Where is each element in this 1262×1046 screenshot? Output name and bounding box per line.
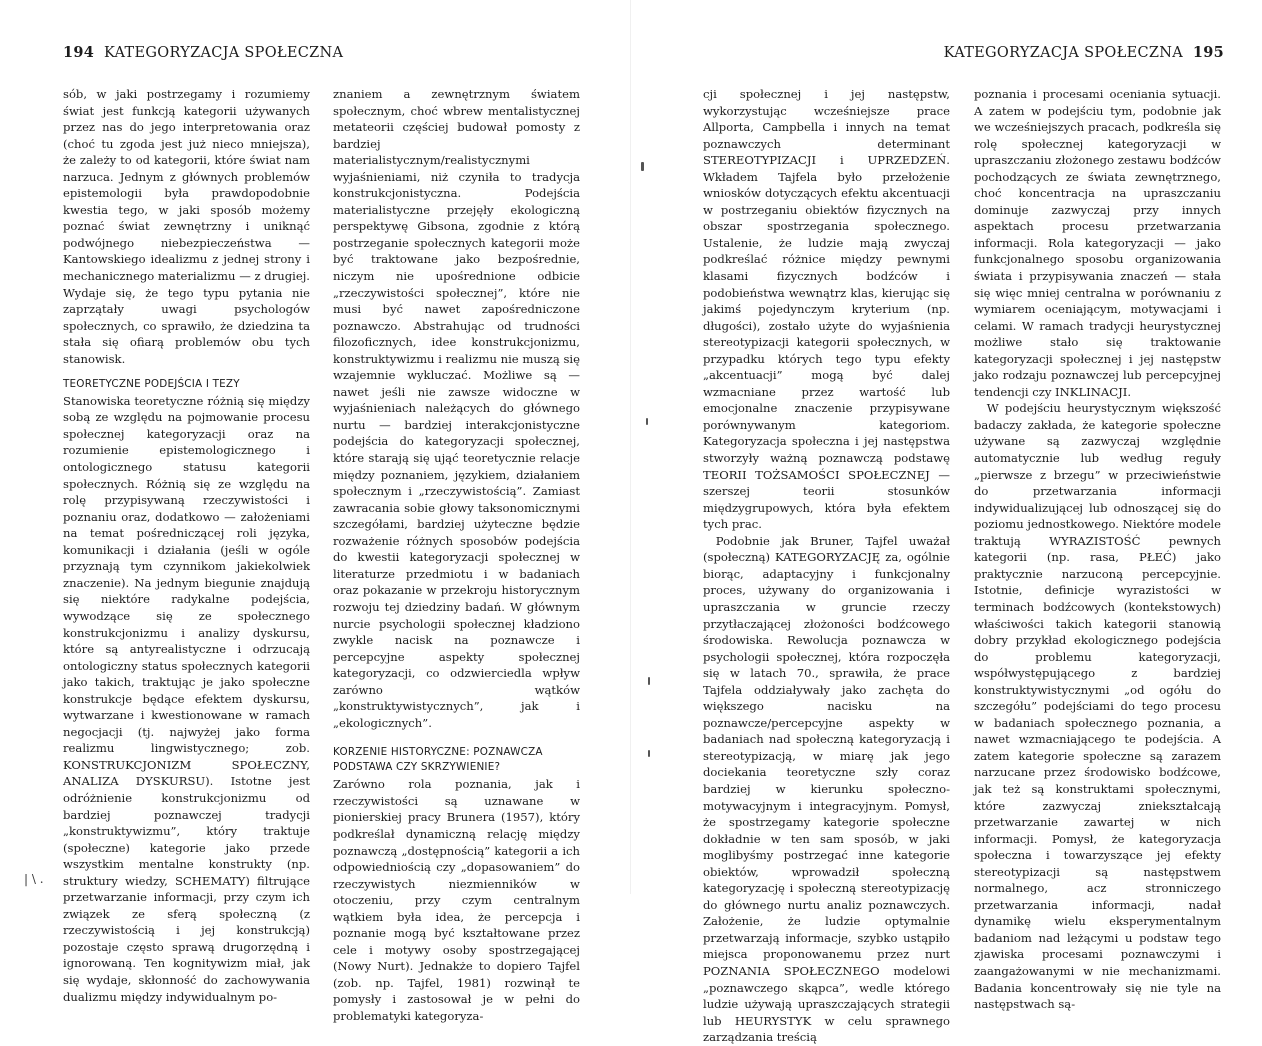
paragraph: Stanowiska teoretyczne różnią się między sobą ze względu na pojmowanie procesu społecznej kategoryzacji oraz na rozumienie epistemologicznego i ontologicznego statusu kategorii społecznych. Różnią się ze względu na rolę przypisywaną rzeczywistości i poznaniu oraz, dodatkowo — założeniami na temat pośredniczącej roli języka, komunikacji i działania (jeśli w ogóle przyznają tym czynnikom jakiekolwiek znaczenie). Na jednym biegunie znajdują się niektóre radykalne podejścia, wywodzące się ze społecznego konstrukcjonizmu i analizy dyskursu, które są antyrealistyczne i odrzucają ontologiczny status społecznych kategorii jako takich, traktując je jako społeczne konstrukcje będące efektem dyskursu, wytwarzane i kwestionowane w ramach negocjacji (tj. najwyżej jako forma realizmu lingwistycznego; zob. KONSTRUKCJONIZM SPOŁECZNY, ANALIZA DYSKURSU). Istotne jest odróżnienie konstrukcjonizmu od bardziej poznawczej tradycji „konstruktywizmu”, który traktuje (społeczne) kategorie jako przede wszystkim mentalne konstrukty (np. struktury wiedzy, SCHEMATY) filtrujące przetwarzanie informacji, przy czym ich związek ze sferą społeczną (z rzeczywistością i jej konstrukcją) pozostaje często sprawą drugorzędną i ignorowaną. Ten kognitywizm miał, jak się wydaje, skłonność do zachowywania dualizmu między indywidualnym po- bbox=[63, 393, 310, 1004]
right-page-header bbox=[944, 44, 1224, 62]
paragraph: Podobnie jak Bruner, Tajfel uważał (społeczną) KATEGORYZACJĘ za, ogólnie biorąc, adaptacyjny i funkcjonalny proces, używany do organizowania i upraszczania w gruncie rzeczy przytłaczającej złożoności bodźcowego środowiska. Rewolucja poznawcza w psychologii społecznej, która rozpoczęła się w latach 70., sprawiła, że prace Tajfela oddziaływały jako zachęta do większego nacisku na poznawcze/percepcyjne aspekty w badaniach nad społeczną kategoryzacją i stereotypizacją, w miarę jak jego dociekania teoretyczne szły coraz bardziej w kierunku społeczno-motywacyjnym i integracyjnym. Pomysł, że spostrzegamy kategorie społeczne dokładnie w ten sam sposób, w jaki moglibyśmy postrzegać inne kategorie obiektów, wprowadził społeczną kategoryzację i społeczną stereotypizację do głównego nurtu analiz poznawczych. Założenie, że ludzie optymalnie przetwarzają informacje, szybko ustąpiło miejsca proponowanemu przez nurt POZNANIA SPOŁECZNEGO modelowi „poznawczego skąpca”, wedle którego ludzie używają upraszczających strategii lub HEURYSTYK w celu sprawnego zarządzania treścią bbox=[703, 533, 950, 1045]
section-heading: KORZENIE HISTORYCZNE: POZNAWCZA PODSTAWA CZY SKRZYWIENIE? bbox=[333, 746, 543, 774]
running-title: KATEGORYZACJA SPOŁECZNA bbox=[943, 45, 1183, 61]
page-number: 195 bbox=[1192, 44, 1224, 61]
left-page-header bbox=[63, 44, 343, 62]
paragraph: poznania i procesami oceniania sytuacji. A zatem w podejściu tym, podobnie jak we wcześniejszych pracach, podkreśla się rolę społecznej kategoryzacji w upraszczaniu złożonego zestawu bodźców pochodzących ze świata zewnętrznego, choć koncentracja na upraszczaniu dominuje zazwyczaj przy innych aspektach procesu przetwarzania informacji. Rola kategoryzacji — jako funkcjonalnego sposobu organizowania świata i przypisywania znaczeń — stała się więc mniej centralna w porównaniu z wymiarem oceniającym, motywacjami i celami. W ramach tradycji heurystycznej możliwe stało się traktowanie kategoryzacji społecznej i jej następstw jako rodzaju poznawczej lub percepcyjnej tendencji czy INKLINACJI. bbox=[974, 87, 1221, 399]
gutter-scan-mark bbox=[648, 750, 650, 757]
paragraph: cji społecznej i jej następstw, wykorzystując wcześniejsze prace Allporta, Campbella i innych na temat poznawczych determinant STEREOTYPIZACJI i UPRZEDZEŃ. Wkładem Tajfela było przełożenie wniosków dotyczących efektu akcentuacji w postrzeganiu obiektów fizycznych na obszar spostrzegania społecznego. Ustalenie, że ludzie mają zwyczaj podkreślać różnice między pewnymi klasami fizycznych bodźców i podobieństwa wewnątrz klas, kierując się jakimś pojedynczym kryterium (np. długości), zostało użyte do wyjaśnienia stereotypizacji kategorii społecznych, w przypadku których tego typu efekty „akcentuacji” mogą być dalej wzmacniane przez wartość lub emocjonalne znaczenie przypisywane porównywanym kategoriom. Kategoryzacja społeczna i jej następstwa stworzyły ważną poznawczą podstawę TEORII TOŻSAMOŚCI SPOŁECZNEJ — szerszej teorii stosunków międzygrupowych, która była efektem tych prac. bbox=[703, 87, 950, 532]
text-column-1 bbox=[63, 86, 310, 1005]
paragraph: Zarówno rola poznania, jak i rzeczywistości są uznawane w pionierskiej pracy Brunera (1957), który podkreślał dynamiczną relację między poznawczą „dostępnością” kategorii a ich odpowiedniością czy „dopasowaniem” do rzeczywistych niezmienników w otoczeniu, przy czym centralnym wątkiem była idea, że percepcja i poznanie mogą być kształtowane przez cele i motywy osoby spostrzegającej (Nowy Nurt). Jednakże to dopiero Tajfel (zob. np. Tajfel, 1981) rozwinął te pomysły i zastosował je w pełni do problematyki kategoryza- bbox=[333, 777, 580, 1023]
text-column-2 bbox=[333, 86, 580, 1025]
right-page bbox=[631, 0, 1262, 1045]
paragraph: sób, w jaki postrzegamy i rozumiemy świat jest funkcją kategorii używanych przez nas do jego interpretowania oraz (choć tu zgoda jest już nieco mniejsza), że zależy to od kategorii, które świat nam narzuca. Jednym z głównych problemów epistemologii była prawdopodobnie kwestia tego, w jaki sposób możemy poznać świat zewnętrzny i uniknąć podwójnego niebezpieczeństwa — Kantowskiego idealizmu z jednej strony i mechanicznego materializmu — z drugiej. Wydaje się, że tego typu pytania nie zaprzątały uwagi psychologów społecznych, co sprawiło, że dziedzina ta stała się ofiarą problemów obu tych stanowisk. bbox=[63, 87, 310, 366]
paragraph: znaniem a zewnętrznym światem społecznym, choć wbrew mentalistycznej metateorii częściej budował pomosty z bardziej materialistycznym/realistycznymi wyjaśnieniami, niż czyniła to tradycja konstrukcjonistyczna. Podejścia materialistyczne przejęły ekologiczną perspektywę Gibsona, zgodnie z którą postrzeganie społecznych kategorii może być traktowane jako bezpośrednie, niczym nie upośrednione odbicie „rzeczywistości społecznej”, które nie musi być nawet zapośredniczone poznawczo. Abstrahując od trudności filozoficznych, idee konstrukcjonizmu, konstruktywizmu i realizmu nie muszą się wzajemnie wykluczać. Możliwe są — nawet jeśli nie zawsze widoczne w wyjaśnieniach należących do głównego nurtu — bardziej interakcjonistyczne podejścia do kategoryzacji społecznej, które starają się ująć teoretycznie relacje między poznaniem, językiem, działaniem społecznym i „rzeczywistością”. Zamiast zawracania sobie głowy taksonomicznymi szczegółami, bardziej użyteczne będzie rozważenie różnych sposobów podejścia do kwestii kategoryzacji społecznej w literaturze przedmiotu i w badaniach oraz pokazanie w przekroju historycznym rozwoju tej dziedziny badań. W głównym nurcie psychologii społecznej kładziono zwykle nacisk na poznawcze i percepcyjne aspekty społecznej kategoryzacji, co odzwierciedla wpływ zarówno wątków „konstruktywistycznych”, jak i „ekologicznych”. bbox=[333, 87, 580, 730]
page-number: 194 bbox=[63, 44, 95, 61]
text-column-3 bbox=[703, 86, 950, 1046]
section-heading: TEORETYCZNE PODEJŚCIA I TEZY bbox=[63, 378, 240, 391]
paragraph: W podejściu heurystycznym większość badaczy zakłada, że kategorie społeczne używane są zazwyczaj względnie automatycznie lub według reguły „pierwsze z brzegu” w przeciwieństwie do przetwarzania informacji indywidualizującej lub odnoszącej się do poziomu jednostkowego. Niektóre modele traktują WYRAZISTOŚĆ pewnych kategorii (np. rasa, PŁEĆ) jako praktycznie narzuconą percepcyjnie. Istotnie, definicje wyrazistości w terminach bodźcowych (kontekstowych) właściwości takich kategorii stanowią dobry przykład ekologicznego podejścia do problemu kategoryzacji, współwystępującego z bardziej konstruktywistycznymi „od ogółu do szczegółu” podejściami do tego procesu w badaniach społecznego poznania, a nawet wzmacniającego te podejścia. A zatem kategorie społeczne są zarazem narzucane przez środowisko bodźcowe, jak też są konstruktami społecznymi, które zazwyczaj zniekształcają przetwarzanie zawartej w nich informacji. Pomysł, że kategoryzacja społeczna i towarzyszące jej efekty stereotypizacji są następstwem normalnego, acz stronniczego przetwarzania informacji, nadał dynamikę wielu eksperymentalnym badaniom nad leżącymi u podstaw tego zjawiska procesami poznawczymi i zaangażowanymi w nie mechanizmami. Badania koncentrowały się nie tyle na następstwach są- bbox=[974, 401, 1221, 1012]
running-title: KATEGORYZACJA SPOŁECZNA bbox=[104, 45, 344, 61]
left-page bbox=[0, 0, 630, 1023]
text-column-4 bbox=[974, 86, 1221, 1013]
gutter-scan-mark bbox=[641, 162, 644, 171]
gutter-scan-mark bbox=[648, 677, 650, 685]
gutter-scan-mark bbox=[646, 418, 648, 425]
margin-scan-mark: | \ . bbox=[24, 872, 44, 886]
